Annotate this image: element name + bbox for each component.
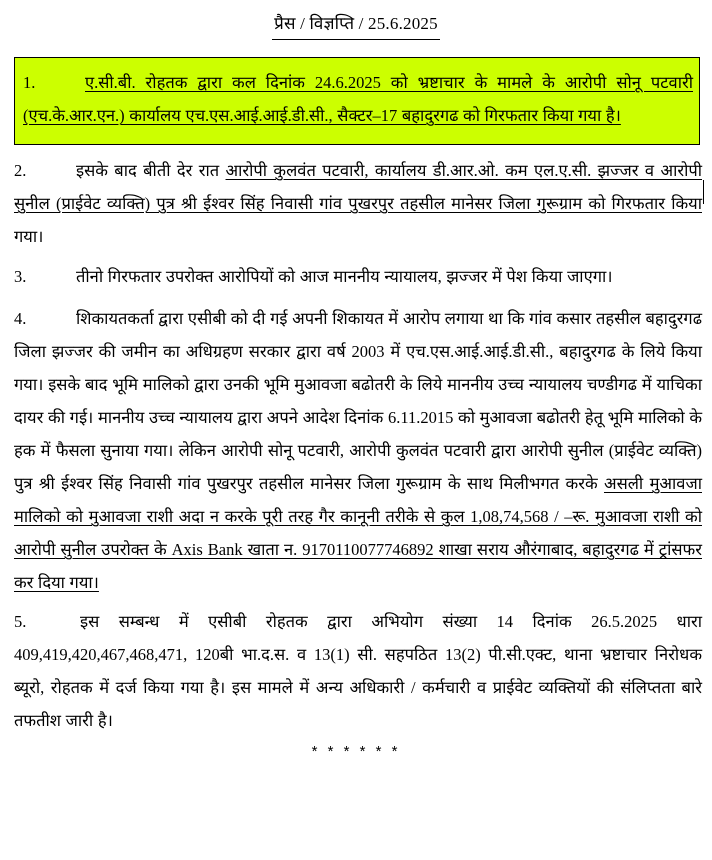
paragraph-2-number: 2.: [14, 161, 27, 180]
paragraph-2-text-underlined: आरोपी कुलवंत पटवारी, कार्यालय डी.आर.ओ. कम एल.ए.सी. झज्जर व आरोपी सुनील (प्राईवेट व्यक्ति) पुत्र श्री ईश्वर सिंह निवासी गांव पुखरपुर तहसील मानेसर जिला गुरूग्राम को गिरफतार किया: [14, 161, 702, 213]
paragraph-2-text-tail: गया।: [14, 227, 44, 246]
paragraph-1-text: ए.सी.बी. रोहतक द्वारा कल दिनांक 24.6.2025 को भ्रष्टाचार के मामले के आरोपी सोनू पटवारी (एच.के.आर.एन.) कार्यालय एच.एस.आई.आई.डी.सी., सैक्टर–17 बहादुरगढ को गिरफतार किया गया है।: [23, 73, 693, 125]
paragraph-2: [14, 154, 702, 253]
paragraph-4-number: 4.: [14, 309, 27, 328]
page-title: [0, 0, 712, 40]
paragraph-3: [14, 260, 702, 293]
paragraph-4-text-plain: शिकायतकर्ता द्वारा एसीबी को दी गई अपनी शिकायत में आरोप लगाया था कि गांव कसार तहसील बहादुरगढ जिला झज्जर की जमीन का अधिग्रहण सरकार द्वारा वर्ष 2003 में एच.एस.आई.आई.डी.सी., बहादुरगढ के लिये किया गया। इसके बाद भूमि मालिको द्वारा उनकी भूमि मुआवजा बढोतरी के लिये माननीय उच्च न्यायालय चण्डीगढ में याचिका दायर की गई। माननीय उच्च न्यायालय द्वारा अपने आदेश दिनांक 6.11.2015 को मुआवजा बढोतरी हेतू भूमि मालिको के हक में फैसला सुनाया गया। लेकिन आरोपी सोनू पटवारी, आरोपी कुलवंत पटवारी द्वारा आरोपी सुनील (प्राईवेट व्यक्ति) पुत्र श्री ईश्वर सिंह निवासी गांव पुखरपुर तहसील मानेसर जिला गुरूग्राम के साथ मिलीभगत करके: [14, 309, 702, 493]
paragraph-5-number: 5.: [14, 612, 27, 631]
paragraph-5-text: इस सम्बन्ध में एसीबी रोहतक द्वारा अभियोग संख्या 14 दिनांक 26.5.2025 धारा 409,419,420,467,468,471, 120बी भा.द.स. व 13(1) सी. सहपठित 13(2) पी.सी.एक्ट, थाना भ्रष्टाचार निरोधक ब्यूरो, रोहतक में दर्ज किया गया है। इस मामले में अन्य अधिकारी / कर्मचारी व प्राईवेट व्यक्तियों की संलिप्तता बारे तफतीश जारी है।: [14, 612, 702, 730]
paragraph-3-block: [14, 260, 702, 293]
paragraph-3-text: तीनो गिरफतार उपरोक्त आरोपियों को आज माननीय न्यायालय, झज्जर में पेश किया जाएगा।: [76, 267, 613, 286]
paragraph-4-block: [14, 302, 702, 599]
paragraph-4: [14, 302, 702, 599]
paragraph-2-text-plain: इसके बाद बीती देर रात: [76, 161, 226, 180]
text-caret-mark: [703, 180, 704, 204]
paragraph-1-number: 1.: [23, 73, 36, 92]
paragraph-5-block: [14, 605, 702, 737]
paragraph-4-text-underlined: असली मुआवजा मालिको को मुआवजा राशी अदा न करके पूरी तरह गैर कानूनी तरीके से कुल 1,08,74,568 / –रू. मुआवजा राशी को आरोपी सुनील उपरोक्त के Axis Bank खाता न. 9170110077746892 शाखा सराय औरंगाबाद, बहादुरगढ में ट्रांसफर कर दिया गया।: [14, 474, 702, 592]
page-title-text: प्रैस / विज्ञप्ति / 25.6.2025: [272, 10, 440, 40]
paragraph-5: [14, 605, 702, 737]
paragraph-3-number: 3.: [14, 267, 27, 286]
paragraph-2-block: [14, 154, 702, 253]
footer-asterisks: * * * * * *: [311, 743, 401, 760]
highlighted-paragraph-box: [14, 57, 700, 145]
paragraph-1: [23, 66, 693, 132]
